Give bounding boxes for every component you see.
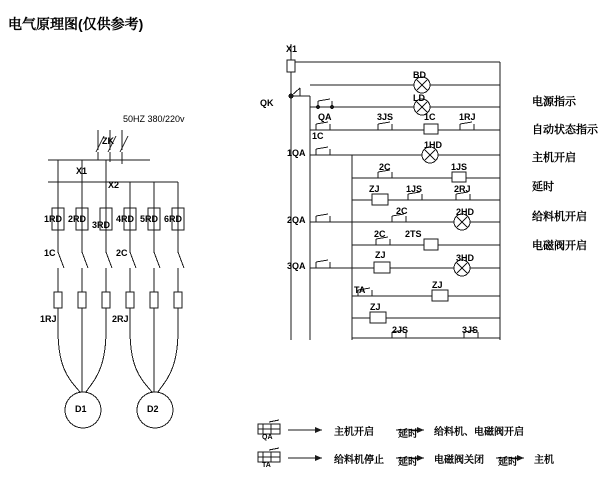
label-device-qa: QA bbox=[318, 112, 332, 122]
label-contactor-1c: 1C bbox=[44, 248, 56, 258]
label-fuse-3rd: 3RD bbox=[92, 220, 111, 230]
label-motor-d2: D2 bbox=[147, 404, 159, 414]
annotation-feeder-start: 给料机开启 bbox=[532, 211, 587, 223]
label-fuse-5rd: 5RD bbox=[140, 214, 159, 224]
label-device-zj-i: ZJ bbox=[375, 250, 386, 260]
label-bus-x1: X1 bbox=[76, 166, 88, 176]
label-device-1c: 1C bbox=[312, 131, 324, 141]
label-lamp-3hd: 3HD bbox=[456, 253, 475, 263]
label-device-2c-e: 2C bbox=[379, 162, 391, 172]
label-qk: QK bbox=[260, 98, 274, 108]
legend-row2-step3: 电磁阀关闭 bbox=[434, 455, 484, 466]
legend-row2-step1: 给料机停止 bbox=[334, 455, 384, 466]
label-right-x1: X1 bbox=[286, 44, 298, 54]
label-supply: 50HZ 380/220v bbox=[123, 114, 185, 124]
annotation-power-indicator: 电源指示 bbox=[532, 96, 576, 108]
label-device-zj-f: ZJ bbox=[369, 184, 380, 194]
label-device-zj-j: ZJ bbox=[432, 280, 443, 290]
label-device-1js: 1JS bbox=[406, 184, 423, 194]
label-device-3js: 3JS bbox=[377, 112, 394, 122]
page-title: 电气原理图(仅供参考) bbox=[8, 16, 144, 32]
label-device-3js-l: 3JS bbox=[462, 325, 479, 335]
label-device-zj-k: ZJ bbox=[370, 302, 381, 312]
label-device-3qa: 3QA bbox=[287, 261, 306, 271]
label-fuse-1rd: 1RD bbox=[44, 214, 63, 224]
legend-row2-step2: 延时 bbox=[398, 457, 418, 468]
label-lamp-1hd: 1HD bbox=[424, 140, 443, 150]
label-device-2qa: 2QA bbox=[287, 215, 306, 225]
label-lamp-2hd: 2HD bbox=[456, 207, 475, 217]
legend-row1-step1: 主机开启 bbox=[334, 427, 374, 438]
label-lamp-bd: BD bbox=[413, 70, 426, 80]
label-device-1c-coil: 1C bbox=[424, 112, 436, 122]
label-fuse-6rd: 6RD bbox=[164, 214, 183, 224]
label-motor-d1: D1 bbox=[75, 404, 87, 414]
label-device-2rj: 2RJ bbox=[454, 184, 471, 194]
label-device-2js: 2JS bbox=[392, 325, 409, 335]
legend-symbol-qa-label: QA bbox=[262, 434, 273, 441]
label-fuse-2rd: 2RD bbox=[68, 214, 87, 224]
annotation-valve-open: 电磁阀开启 bbox=[532, 240, 587, 252]
label-bus-x2: X2 bbox=[108, 180, 120, 190]
label-device-1rj: 1RJ bbox=[459, 112, 476, 122]
label-relay-2rj: 2RJ bbox=[112, 314, 129, 324]
label-device-1qa: 1QA bbox=[287, 148, 306, 158]
legend-row2-step5: 主机 bbox=[534, 455, 554, 466]
label-device-2c-h: 2C bbox=[374, 229, 386, 239]
label-contactor-2c: 2C bbox=[116, 248, 128, 258]
label-zk: ZK bbox=[102, 136, 114, 146]
label-fuse-4rd: 4RD bbox=[116, 214, 135, 224]
annotation-auto-status: 自动状态指示 bbox=[532, 124, 598, 136]
label-lamp-ld: LD bbox=[413, 93, 425, 103]
label-relay-1rj: 1RJ bbox=[40, 314, 57, 324]
label-device-2ts: 2TS bbox=[405, 229, 422, 239]
label-device-1js-coil: 1JS bbox=[451, 162, 468, 172]
label-device-ta: TA bbox=[354, 285, 366, 295]
legend-row1-step3: 给料机、电磁阀开启 bbox=[434, 427, 524, 438]
annotation-delay: 延时 bbox=[532, 181, 554, 193]
legend-row2-step4: 延时 bbox=[498, 457, 518, 468]
annotation-main-start: 主机开启 bbox=[532, 152, 576, 164]
legend-row1-step2: 延时 bbox=[398, 429, 418, 440]
label-device-2c-g: 2C bbox=[396, 206, 408, 216]
legend-symbol-ta-label: TA bbox=[262, 462, 271, 469]
